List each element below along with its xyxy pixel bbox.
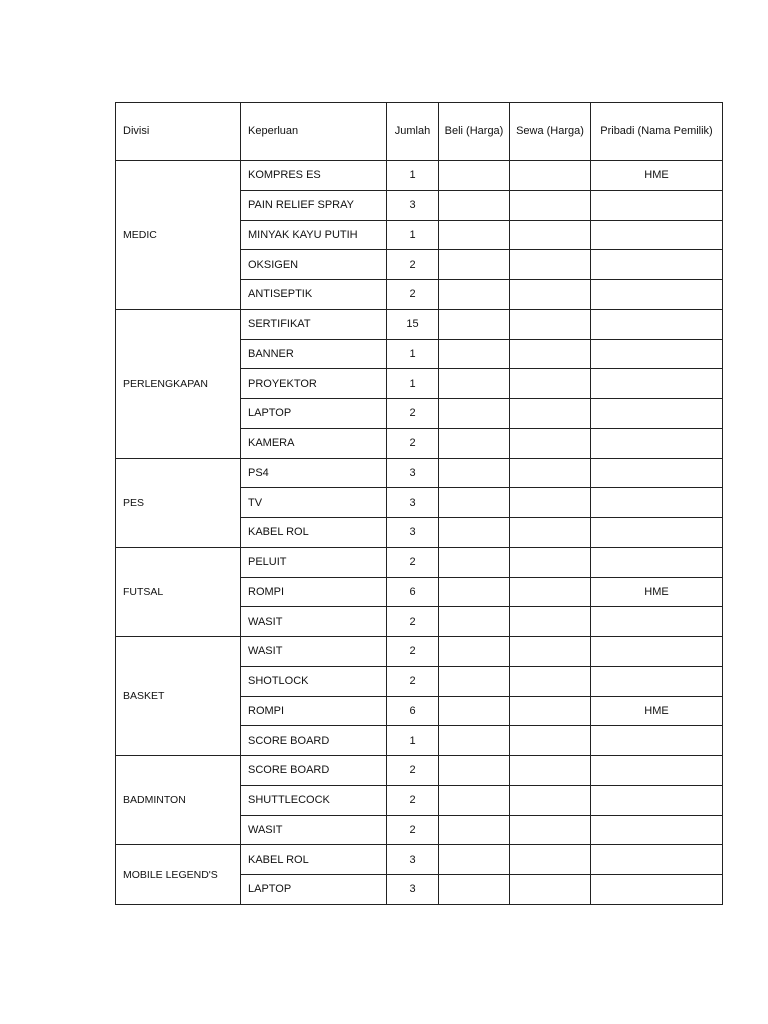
beli-cell: [439, 369, 510, 399]
table-row: [116, 845, 723, 875]
table-row: [116, 309, 723, 339]
pribadi-cell: [591, 428, 723, 458]
jumlah-cell: 2: [387, 399, 439, 429]
jumlah-cell: 2: [387, 607, 439, 637]
beli-cell: [439, 666, 510, 696]
beli-cell: [439, 577, 510, 607]
header-beli: Beli (Harga): [439, 103, 510, 161]
beli-cell: [439, 785, 510, 815]
jumlah-cell: 15: [387, 309, 439, 339]
table-row: [116, 756, 723, 786]
sewa-cell: [510, 726, 591, 756]
sewa-cell: [510, 280, 591, 310]
divisi-cell: PERLENGKAPAN: [116, 309, 241, 458]
divisi-cell: FUTSAL: [116, 547, 241, 636]
table-row: [116, 547, 723, 577]
keperluan-cell: PS4: [241, 458, 387, 488]
keperluan-cell: ROMPI: [241, 577, 387, 607]
jumlah-cell: 2: [387, 250, 439, 280]
divisi-cell: MOBILE LEGEND'S: [116, 845, 241, 905]
sewa-cell: [510, 785, 591, 815]
sewa-cell: [510, 488, 591, 518]
sewa-cell: [510, 756, 591, 786]
table-header: [116, 103, 723, 161]
beli-cell: [439, 161, 510, 191]
keperluan-cell: LAPTOP: [241, 399, 387, 429]
jumlah-cell: 2: [387, 815, 439, 845]
divisi-cell: MEDIC: [116, 161, 241, 310]
pribadi-cell: [591, 726, 723, 756]
header-divisi: Divisi: [116, 103, 241, 161]
jumlah-cell: 3: [387, 488, 439, 518]
beli-cell: [439, 875, 510, 905]
keperluan-cell: KOMPRES ES: [241, 161, 387, 191]
jumlah-cell: 1: [387, 339, 439, 369]
jumlah-cell: 1: [387, 161, 439, 191]
jumlah-cell: 1: [387, 220, 439, 250]
sewa-cell: [510, 875, 591, 905]
pribadi-cell: [591, 369, 723, 399]
pribadi-cell: [591, 190, 723, 220]
beli-cell: [439, 339, 510, 369]
pribadi-cell: [591, 785, 723, 815]
keperluan-cell: PELUIT: [241, 547, 387, 577]
jumlah-cell: 1: [387, 369, 439, 399]
sewa-cell: [510, 845, 591, 875]
jumlah-cell: 3: [387, 458, 439, 488]
jumlah-cell: 2: [387, 428, 439, 458]
pribadi-cell: [591, 756, 723, 786]
sewa-cell: [510, 815, 591, 845]
beli-cell: [439, 518, 510, 548]
keperluan-cell: KABEL ROL: [241, 845, 387, 875]
jumlah-cell: 2: [387, 785, 439, 815]
table-row: [116, 458, 723, 488]
keperluan-cell: WASIT: [241, 637, 387, 667]
jumlah-cell: 6: [387, 577, 439, 607]
jumlah-cell: 2: [387, 756, 439, 786]
needs-table: [115, 102, 723, 905]
jumlah-cell: 1: [387, 726, 439, 756]
beli-cell: [439, 399, 510, 429]
beli-cell: [439, 220, 510, 250]
keperluan-cell: SCORE BOARD: [241, 756, 387, 786]
header-sewa: Sewa (Harga): [510, 103, 591, 161]
jumlah-cell: 3: [387, 518, 439, 548]
beli-cell: [439, 726, 510, 756]
table-row: [116, 637, 723, 667]
beli-cell: [439, 309, 510, 339]
keperluan-cell: OKSIGEN: [241, 250, 387, 280]
keperluan-cell: ANTISEPTIK: [241, 280, 387, 310]
keperluan-cell: PROYEKTOR: [241, 369, 387, 399]
pribadi-cell: [591, 220, 723, 250]
beli-cell: [439, 428, 510, 458]
keperluan-cell: MINYAK KAYU PUTIH: [241, 220, 387, 250]
jumlah-cell: 3: [387, 875, 439, 905]
sewa-cell: [510, 637, 591, 667]
sewa-cell: [510, 309, 591, 339]
sewa-cell: [510, 250, 591, 280]
jumlah-cell: 2: [387, 666, 439, 696]
sewa-cell: [510, 161, 591, 191]
sewa-cell: [510, 547, 591, 577]
sewa-cell: [510, 190, 591, 220]
pribadi-cell: [591, 845, 723, 875]
header-keperluan: Keperluan: [241, 103, 387, 161]
beli-cell: [439, 488, 510, 518]
keperluan-cell: BANNER: [241, 339, 387, 369]
keperluan-cell: WASIT: [241, 815, 387, 845]
jumlah-cell: 2: [387, 637, 439, 667]
keperluan-cell: PAIN RELIEF SPRAY: [241, 190, 387, 220]
sewa-cell: [510, 458, 591, 488]
header-row: [116, 103, 723, 161]
pribadi-cell: [591, 637, 723, 667]
keperluan-cell: SCORE BOARD: [241, 726, 387, 756]
table-body: [116, 161, 723, 905]
pribadi-cell: [591, 458, 723, 488]
pribadi-cell: [591, 815, 723, 845]
divisi-cell: PES: [116, 458, 241, 547]
table-row: [116, 161, 723, 191]
pribadi-cell: [591, 280, 723, 310]
header-pribadi: Pribadi (Nama Pemilik): [591, 103, 723, 161]
keperluan-cell: KABEL ROL: [241, 518, 387, 548]
jumlah-cell: 6: [387, 696, 439, 726]
sewa-cell: [510, 399, 591, 429]
keperluan-cell: WASIT: [241, 607, 387, 637]
pribadi-cell: HME: [591, 161, 723, 191]
pribadi-cell: [591, 875, 723, 905]
pribadi-cell: HME: [591, 577, 723, 607]
jumlah-cell: 3: [387, 845, 439, 875]
beli-cell: [439, 696, 510, 726]
sewa-cell: [510, 428, 591, 458]
keperluan-cell: KAMERA: [241, 428, 387, 458]
sewa-cell: [510, 220, 591, 250]
sewa-cell: [510, 369, 591, 399]
sewa-cell: [510, 607, 591, 637]
sewa-cell: [510, 696, 591, 726]
pribadi-cell: [591, 250, 723, 280]
sewa-cell: [510, 339, 591, 369]
beli-cell: [439, 458, 510, 488]
pribadi-cell: [591, 607, 723, 637]
beli-cell: [439, 547, 510, 577]
pribadi-cell: [591, 399, 723, 429]
keperluan-cell: TV: [241, 488, 387, 518]
keperluan-cell: LAPTOP: [241, 875, 387, 905]
beli-cell: [439, 637, 510, 667]
divisi-cell: BADMINTON: [116, 756, 241, 845]
jumlah-cell: 3: [387, 190, 439, 220]
keperluan-cell: ROMPI: [241, 696, 387, 726]
sewa-cell: [510, 666, 591, 696]
beli-cell: [439, 845, 510, 875]
keperluan-cell: SERTIFIKAT: [241, 309, 387, 339]
pribadi-cell: [591, 666, 723, 696]
keperluan-cell: SHOTLOCK: [241, 666, 387, 696]
pribadi-cell: [591, 309, 723, 339]
pribadi-cell: [591, 339, 723, 369]
sewa-cell: [510, 577, 591, 607]
beli-cell: [439, 756, 510, 786]
pribadi-cell: [591, 547, 723, 577]
divisi-cell: BASKET: [116, 637, 241, 756]
beli-cell: [439, 607, 510, 637]
beli-cell: [439, 250, 510, 280]
keperluan-cell: SHUTTLECOCK: [241, 785, 387, 815]
sewa-cell: [510, 518, 591, 548]
pribadi-cell: HME: [591, 696, 723, 726]
pribadi-cell: [591, 488, 723, 518]
header-jumlah: Jumlah: [387, 103, 439, 161]
beli-cell: [439, 280, 510, 310]
jumlah-cell: 2: [387, 547, 439, 577]
jumlah-cell: 2: [387, 280, 439, 310]
beli-cell: [439, 190, 510, 220]
beli-cell: [439, 815, 510, 845]
pribadi-cell: [591, 518, 723, 548]
